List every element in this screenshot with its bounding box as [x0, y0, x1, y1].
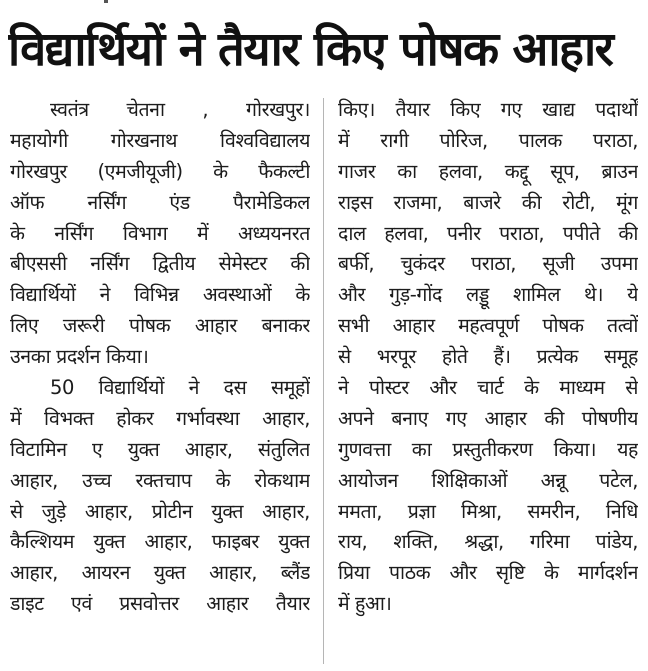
text-line: किए। तैयार किए गए खाद्य पदार्थों — [338, 98, 638, 121]
text-line: सभी आहार महत्वपूर्ण पोषक तत्वों — [338, 314, 638, 338]
text-line: विद्यार्थियों ने विभिन्न अवस्थाओं के — [10, 283, 310, 307]
paragraph-start-line: 50 विद्यार्थियों ने दस समूहों — [50, 376, 310, 400]
text-line: लिए जरूरी पोषक आहार बनाकर — [10, 314, 310, 338]
text-line: में विभक्त होकर गर्भावस्था आहार, — [10, 406, 310, 430]
text-line: ने पोस्टर और चार्ट के माध्यम से — [338, 376, 638, 400]
text-line: के नर्सिंग विभाग में अध्ययनरत — [10, 221, 310, 245]
text-line: राइस राजमा, बाजरे की रोटी, मूंग — [338, 190, 638, 214]
text-line: विटामिन ए युक्त आहार, संतुलित — [10, 437, 310, 461]
text-line: और गुड़-गोंद लड्डू शामिल थे। ये — [338, 283, 638, 307]
text-line: कैल्शियम युक्त आहार, फाइबर युक्त — [10, 530, 310, 554]
dateline: स्वतंत्र चेतना , गोरखपुर। — [50, 98, 310, 121]
text-line: गोरखपुर (एमजीयूजी) के फैकल्टी — [10, 159, 310, 183]
article-column-left — [10, 95, 310, 620]
text-line: महायोगी गोरखनाथ विश्वविद्यालय — [10, 128, 310, 152]
text-line: दाल हलवा, पनीर पराठा, पपीते की — [338, 221, 638, 245]
text-line: बीएससी नर्सिंग द्वितीय सेमेस्टर की — [10, 252, 310, 276]
text-line: आहार, आयरन युक्त आहार, ब्लैंड — [10, 561, 310, 585]
text-line: ऑफ नर्सिंग एंड पैरामेडिकल — [10, 190, 310, 214]
text-line: प्रिया पाठक और सृष्टि के मार्गदर्शन — [338, 561, 638, 585]
article-column-right — [338, 95, 638, 620]
text-line: बर्फी, चुकंदर पराठा, सूजी उपमा — [338, 252, 638, 276]
top-edge-mark — [104, 0, 108, 3]
text-line: राय, शक्ति, श्रद्धा, गरिमा पांडेय, — [338, 530, 638, 554]
text-line: ममता, प्रज्ञा मिश्रा, समरीन, निधि — [338, 499, 638, 523]
text-line: से भरपूर होते हैं। प्रत्येक समूह — [338, 345, 638, 369]
text-line: से जुड़े आहार, प्रोटीन युक्त आहार, — [10, 499, 310, 523]
text-line: में रागी पोरिज, पालक पराठा, — [338, 128, 638, 152]
headline: विद्यार्थियों ने तैयार किए पोषक आहार — [8, 22, 613, 77]
text-line: उनका प्रदर्शन किया। — [10, 345, 149, 369]
text-line: में हुआ। — [338, 592, 392, 616]
text-line: गुणवत्ता का प्रस्तुतीकरण किया। यह — [338, 437, 638, 461]
text-line: गाजर का हलवा, कद्दू सूप, ब्राउन — [338, 159, 638, 183]
text-line: आहार, उच्च रक्तचाप के रोकथाम — [10, 468, 310, 492]
text-line: डाइट एवं प्रसवोत्तर आहार तैयार — [10, 592, 310, 616]
text-line: आयोजन शिक्षिकाओं अन्नू पटेल, — [338, 468, 638, 492]
text-line: अपने बनाए गए आहार की पोषणीय — [338, 406, 638, 430]
column-divider — [323, 98, 324, 664]
